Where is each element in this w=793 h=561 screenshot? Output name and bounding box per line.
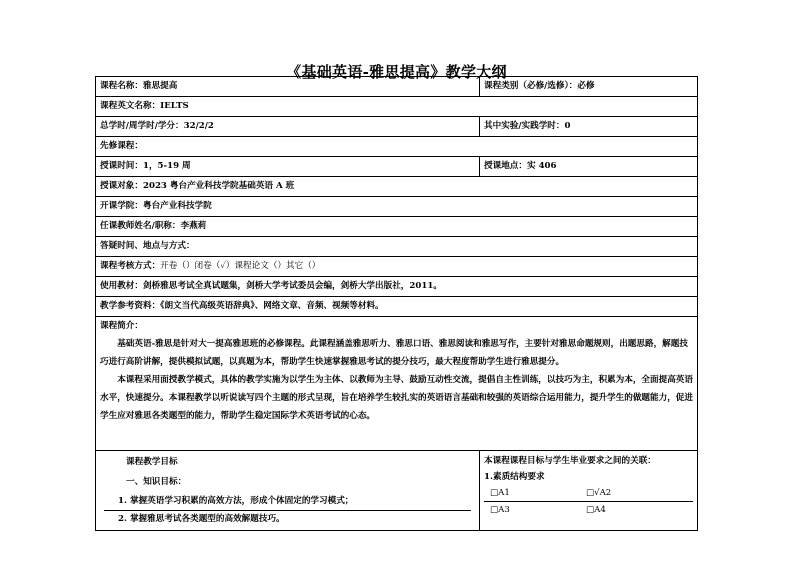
course-name-value: 雅思提高 xyxy=(142,81,178,91)
checkbox-a4[interactable]: □A4 xyxy=(586,505,606,515)
course-category-value: 必修 xyxy=(577,81,595,91)
goals-header: 课程教学目标 xyxy=(126,457,178,467)
row-intro xyxy=(96,317,698,451)
lab-label: 其中实验/实践学时： xyxy=(484,121,565,131)
row-prereq xyxy=(96,137,698,157)
english-name-cell xyxy=(96,97,698,117)
row-teacher xyxy=(96,217,698,237)
intro-cell xyxy=(96,317,698,451)
row-english-name xyxy=(96,97,698,117)
dept-cell xyxy=(96,197,698,217)
textbook-value: 剑桥雅思考试全真试题集，剑桥大学考试委员会编，剑桥大学出版社，2011。 xyxy=(142,281,442,291)
relation-sub: 1.素质结构要求 xyxy=(484,472,545,482)
time-label: 授课时间： xyxy=(100,161,143,171)
textbook-label: 使用教材： xyxy=(100,281,143,291)
row-qa xyxy=(96,237,698,257)
qa-label: 答疑时间、地点与方式： xyxy=(100,241,195,251)
row-hours xyxy=(96,117,698,137)
course-category-cell xyxy=(480,77,698,97)
row-course-name xyxy=(96,77,698,97)
course-category-label: 课程类别（必修/选修）： xyxy=(484,81,578,91)
row-time xyxy=(96,157,698,177)
reference-value: 《朗文当代高级英语辞典》、网络文章、音频、视频等材料。 xyxy=(160,301,384,311)
english-name-value: IELTS xyxy=(160,101,189,111)
target-label: 授课对象： xyxy=(100,181,143,191)
reference-label: 教学参考资料： xyxy=(100,301,161,311)
relation-header: 本课程课程目标与学生毕业要求之间的关联： xyxy=(484,456,656,466)
teacher-label: 任课教师姓名/职称： xyxy=(100,221,181,231)
intro-paragraph-2: 本课程采用面授教学模式，具体的教学实施为以学生为主体、以教师为主导、鼓励互动性交流，提倡自主性训练，以技巧为主，积累为本，全面提高英语水平，快速提分。本课程教学以听说读写四个主题的形式呈现，旨在培养学生较扎实的英语语言基础和较强的英语综合运用能力，提升学生的做题能力，促进学生应对雅思各类题型的能力，帮助学生稳定国际学术英语考试的心态。 xyxy=(100,375,693,421)
course-name-label: 课程名称： xyxy=(100,81,143,91)
goals-cell xyxy=(96,451,480,531)
relation-row-2 xyxy=(484,502,693,518)
goals-section-knowledge: 一、知识目标： xyxy=(126,477,187,487)
goals-item-1: 1. 掌握英语学习积累的高效方法，形成个体固定的学习模式； xyxy=(104,493,471,511)
row-textbook xyxy=(96,277,698,297)
teacher-cell xyxy=(96,217,698,237)
assess-value: 开卷（）闭卷（✓）课程论文（）其它（） xyxy=(160,261,321,271)
prereq-label: 先修课程： xyxy=(100,141,143,151)
row-goals xyxy=(96,451,698,531)
lab-cell xyxy=(480,117,698,137)
assess-label: 课程考核方式： xyxy=(100,261,161,271)
time-cell xyxy=(96,157,480,177)
time-value: 1，5-19 周 xyxy=(142,161,191,171)
textbook-cell xyxy=(96,277,698,297)
lab-value: 0 xyxy=(564,121,571,131)
hours-value: 32/2/2 xyxy=(183,121,214,131)
dept-value: 粤台产业科技学院 xyxy=(142,201,212,211)
hours-label: 总学时/周学时/学分： xyxy=(100,121,184,131)
intro-label: 课程简介： xyxy=(100,321,143,331)
row-assess xyxy=(96,257,698,277)
prereq-cell xyxy=(96,137,698,157)
place-label: 授课地点： xyxy=(484,161,527,171)
checkbox-a1[interactable]: □A1 xyxy=(490,488,510,498)
intro-paragraph-1: 基础英语-雅思是针对大一提高雅思班的必修课程。此课程涵盖雅思听力、雅思口语、雅思阅读和雅思写作，主要针对雅思命题规则，出题思路，解题技巧进行高阶讲解，提供模拟试题，以真题为本，帮助学生快速掌握雅思考试的提分技巧，最大程度帮助学生进行雅思提分。 xyxy=(100,339,688,367)
page-title: 《基础英语-雅思提高》教学大纲 xyxy=(286,63,507,81)
place-cell xyxy=(480,157,698,177)
assess-cell xyxy=(96,257,698,277)
syllabus-table xyxy=(95,76,698,531)
dept-label: 开课学院： xyxy=(100,201,143,211)
teacher-value: 李燕莉 xyxy=(180,221,207,231)
target-cell xyxy=(96,177,698,197)
row-target xyxy=(96,177,698,197)
relation-cell xyxy=(480,451,698,531)
course-name-cell xyxy=(96,77,480,97)
reference-cell xyxy=(96,297,698,317)
goals-item-2: 2. 掌握雅思考试各类题型的高效解题技巧。 xyxy=(118,514,285,524)
checkbox-a2[interactable]: □√A2 xyxy=(586,488,612,498)
row-reference xyxy=(96,297,698,317)
english-name-label: 课程英文名称： xyxy=(100,101,161,111)
checkbox-a3[interactable]: □A3 xyxy=(490,505,510,515)
relation-row-1 xyxy=(484,485,693,502)
qa-cell xyxy=(96,237,698,257)
hours-cell xyxy=(96,117,480,137)
place-value: 实 406 xyxy=(526,161,557,171)
row-dept xyxy=(96,197,698,217)
target-value: 2023 粤台产业科技学院基础英语 A 班 xyxy=(142,181,295,191)
